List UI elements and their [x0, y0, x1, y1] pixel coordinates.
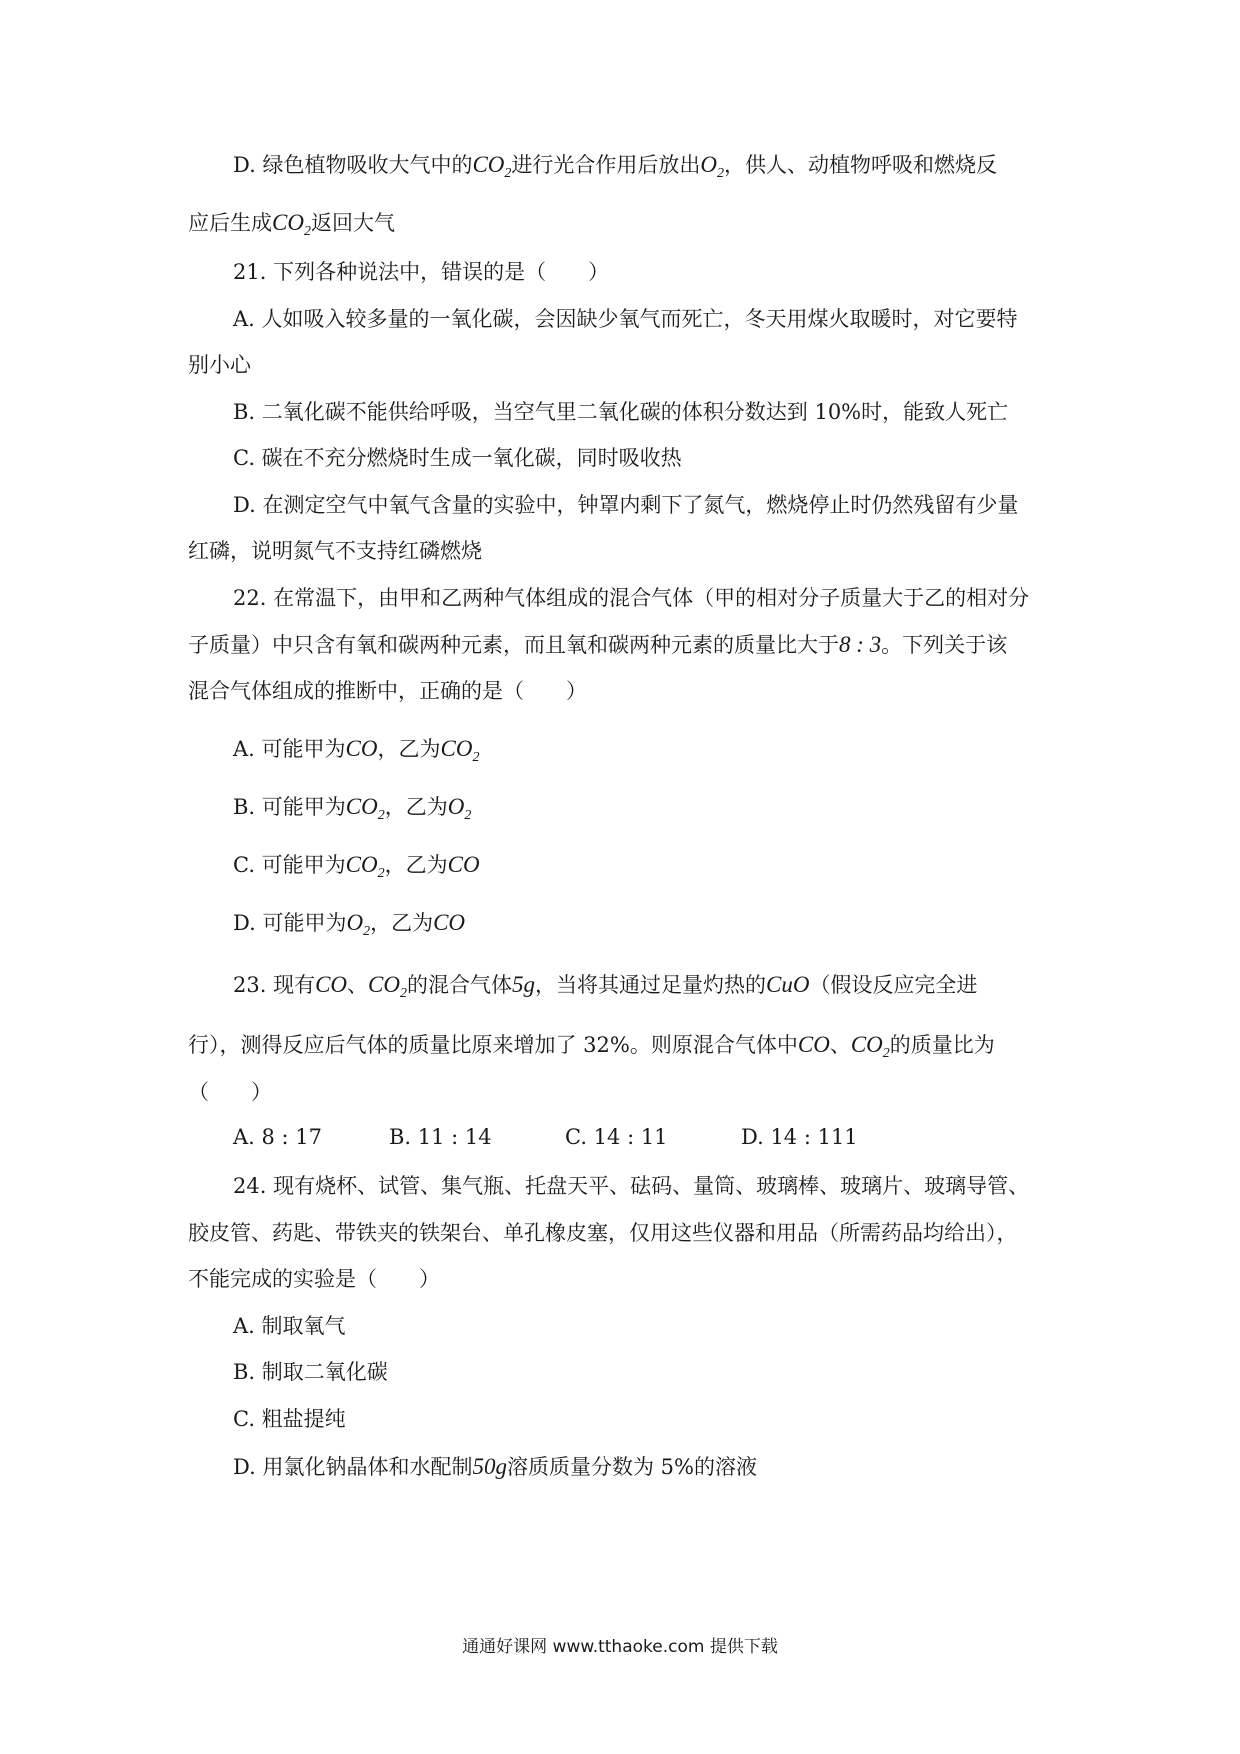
q20-option-d-cont: 应后生成$CO_2$返回大气 [188, 210, 395, 239]
q21-option-b: B. 二氧化碳不能供给呼吸，当空气里二氧化碳的体积分数达到 10%时，能致人死亡 [233, 400, 1009, 424]
q22-stem: 22. 在常温下，由甲和乙两种气体组成的混合气体（甲的相对分子质量大于乙的相对分 [233, 586, 1030, 610]
formula-co2: $CO_2$ [368, 972, 407, 1001]
q22-stem-cont: 子质量）中只含有氧和碳两种元素，而且氧和碳两种元素的质量比大于8 : 3。下列关于该 [188, 632, 1008, 657]
solution-mass: 50g [472, 1454, 507, 1479]
q23-option-c: C. 14 : 11 [565, 1125, 668, 1149]
formula-co: CO [797, 1032, 830, 1057]
q22-option-c: C. 可能甲为$CO_2$，乙为CO [233, 852, 480, 881]
formula-co2: $CO_2$ [850, 1032, 890, 1061]
page-footer: 通通好课网 www.tthaoke.com 提供下载 [462, 1637, 778, 1657]
q20-option-d: D. 绿色植物吸收大气中的$CO_2$进行光合作用后放出$O_2$，供人、动植物呼吸和燃烧反 [233, 152, 998, 181]
q23-options [233, 1122, 858, 1152]
q23-stem-end: （ ） [188, 1080, 272, 1104]
q22-option-d: D. 可能甲为$O_2$，乙为CO [233, 910, 466, 939]
formula-co: CO [315, 972, 348, 997]
q21-option-d-cont: 红磷，说明氮气不支持红磷燃烧 [188, 539, 482, 563]
q22-stem-end: 混合气体组成的推断中，正确的是（ ） [188, 679, 587, 703]
formula-co2: $CO_2$ [272, 210, 311, 239]
q23-option-b: B. 11 : 14 [389, 1125, 492, 1149]
q24-option-b: B. 制取二氧化碳 [233, 1360, 388, 1384]
q22-option-a: A. 可能甲为CO，乙为$CO_2$ [233, 736, 480, 765]
formula-cuo: CuO [765, 972, 810, 997]
formula-co: CO [433, 910, 466, 935]
formula-co2: $CO_2$ [345, 794, 385, 823]
q24-stem-end: 不能完成的实验是（ ） [188, 1267, 440, 1291]
formula-co: CO [447, 852, 480, 877]
q21-option-a-cont: 别小心 [188, 353, 251, 377]
q22-option-b: B. 可能甲为$CO_2$，乙为$O_2$ [233, 794, 472, 823]
formula-o2: $O_2$ [346, 910, 371, 939]
formula-co2: $CO_2$ [472, 152, 512, 181]
formula-o2: $O_2$ [447, 794, 472, 823]
q21-stem: 21. 下列各种说法中，错误的是（ ） [233, 260, 610, 284]
gas-mass: 5g [511, 972, 535, 997]
q21-option-a: A. 人如吸入较多量的一氧化碳，会因缺少氧气而死亡，冬天用煤火取暖时，对它要特 [233, 307, 1018, 331]
q24-option-c: C. 粗盐提纯 [233, 1407, 346, 1431]
q23-option-a: A. 8 : 17 [233, 1125, 323, 1149]
q23-stem-cont: 行），测得反应后气体的质量比原来增加了 32%。则原混合气体中CO、$CO_2$的质量比为 [188, 1032, 995, 1061]
q23-stem: 23. 现有CO、$CO_2$的混合气体5g，当将其通过足量灼热的CuO（假设反应完全进 [233, 972, 978, 1001]
q24-option-d: D. 用氯化钠晶体和水配制50g溶质质量分数为 5%的溶液 [233, 1454, 757, 1479]
q21-option-d: D. 在测定空气中氧气含量的实验中，钟罩内剩下了氮气，燃烧停止时仍然残留有少量 [233, 493, 1019, 517]
q24-stem-cont: 胶皮管、药匙、带铁夹的铁架台、单孔橡皮塞，仅用这些仪器和用品（所需药品均给出）， [188, 1221, 1018, 1245]
formula-co2: $CO_2$ [345, 852, 385, 881]
q23-option-d: D. 14 : 111 [741, 1125, 858, 1149]
q24-stem: 24. 现有烧杯、试管、集气瓶、托盘天平、砝码、量筒、玻璃棒、玻璃片、玻璃导管、 [233, 1174, 1030, 1198]
q24-option-a: A. 制取氧气 [233, 1314, 346, 1338]
formula-o2: $O_2$ [700, 152, 725, 181]
q21-option-c: C. 碳在不充分燃烧时生成一氧化碳，同时吸收热 [233, 446, 682, 470]
formula-co: CO [345, 736, 378, 761]
formula-co2: $CO_2$ [440, 736, 480, 765]
mass-ratio: 8 : 3 [839, 632, 882, 657]
